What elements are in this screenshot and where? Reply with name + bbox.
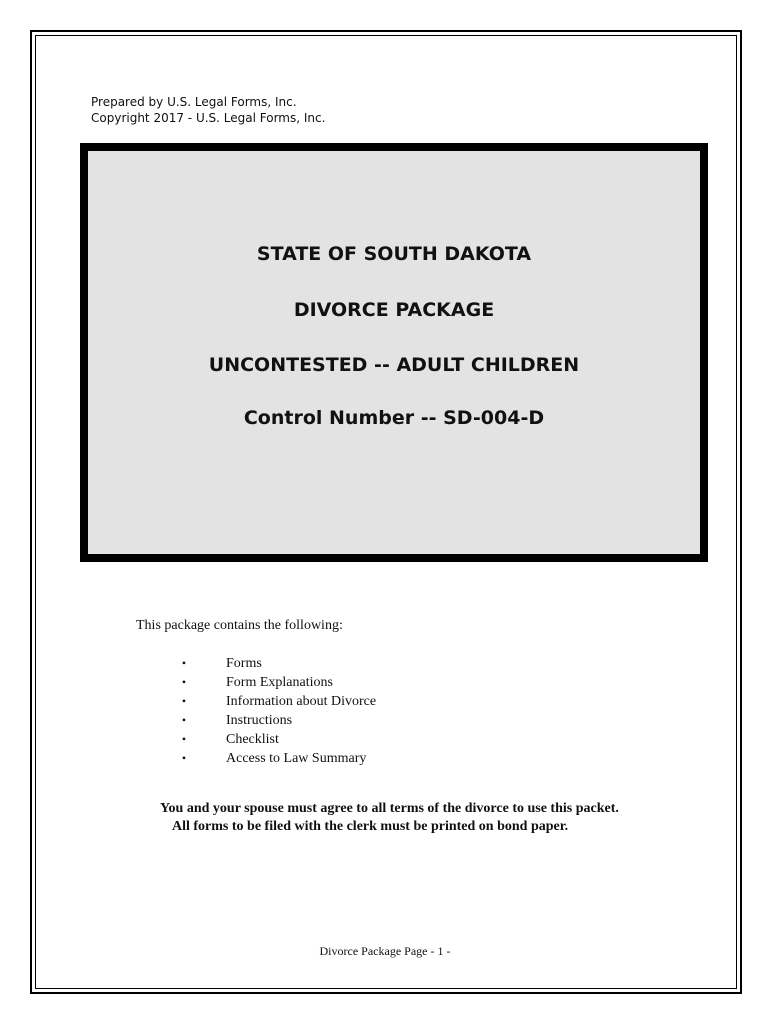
bullet-icon: • xyxy=(181,713,187,727)
bond-paper-notice: All forms to be filed with the clerk must be printed on bond paper. xyxy=(172,819,569,834)
list-item-label: Forms xyxy=(226,656,262,671)
control-number: Control Number -- SD-004-D xyxy=(243,407,545,429)
title-box xyxy=(80,143,708,562)
agreement-notice: You and your spouse must agree to all terms of the divorce to use this packet. xyxy=(160,801,619,816)
state-title: STATE OF SOUTH DAKOTA xyxy=(256,243,532,265)
list-item-label: Form Explanations xyxy=(226,675,333,690)
bullet-icon: • xyxy=(181,694,187,708)
list-item-label: Checklist xyxy=(226,732,279,747)
bullet-icon: • xyxy=(181,732,187,746)
bullet-icon: • xyxy=(181,656,187,670)
list-item-label: Instructions xyxy=(226,713,293,728)
preparer-info xyxy=(91,94,325,126)
bullet-icon: • xyxy=(181,751,187,765)
page-footer: Divorce Package Page - 1 - xyxy=(319,944,451,958)
package-title: DIVORCE PACKAGE xyxy=(293,299,495,321)
list-item-label: Access to Law Summary xyxy=(226,751,367,766)
package-type-title: UNCONTESTED -- ADULT CHILDREN xyxy=(208,354,580,376)
contents-intro: This package contains the following: xyxy=(136,618,343,633)
prepared-by-text: Prepared by U.S. Legal Forms, Inc. xyxy=(91,95,297,109)
bullet-icon: • xyxy=(181,675,187,689)
copyright-text: Copyright 2017 - U.S. Legal Forms, Inc. xyxy=(91,111,326,125)
list-item-label: Information about Divorce xyxy=(226,694,377,709)
